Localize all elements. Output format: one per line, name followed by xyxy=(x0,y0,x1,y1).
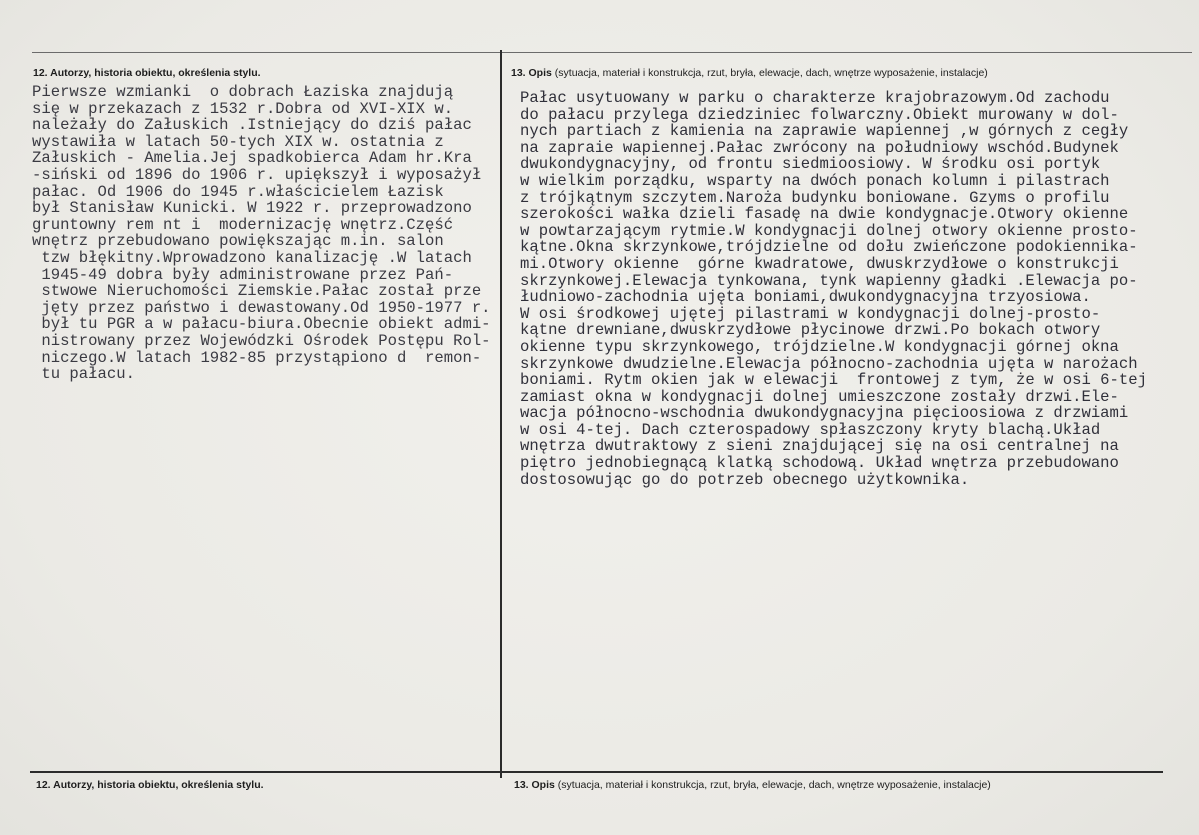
section-13-repeat-description: (sytuacja, materiał i konstrukcja, rzut, bryła, elewacje, dach, wnętrze wyposażenie, instalacje) xyxy=(554,779,991,791)
section13-line: W osi środkowej ujętej pilastrami w kondygnacji dolnej-prosto- xyxy=(520,304,1101,323)
section13-line: wacja północno-wschodnia dwukondygnacyjna pięcioosiowa z drzwiami xyxy=(520,404,1129,423)
section12-line: tu pałacu. xyxy=(32,365,135,384)
section12-line: Pierwsze wzmianki o dobrach Łaziska znajdują xyxy=(32,83,454,101)
section13-line: w wielkim porządku, wsparty na dwóch ponach kolumn i pilastrach xyxy=(520,171,1110,190)
section-13-repeat-number: 13. Opis xyxy=(514,779,555,791)
section13-line: dwukondygnacyjny, od frontu siedmioosiowy. W środku osi portyk xyxy=(520,155,1101,174)
section13-line: na zapraie wapiennej.Pałac zwrócony na południowy wschód.Budynek xyxy=(520,138,1119,157)
section12-line: stwowe Nieruchomości Ziemskie.Pałac został prze xyxy=(32,282,482,301)
section-12-text xyxy=(32,84,491,383)
section12-line: tzw błękitny.Wprowadzono kanalizację .W latach xyxy=(32,248,472,267)
section-13-text xyxy=(520,90,1147,488)
top-rule xyxy=(32,52,1192,53)
section13-line: skrzynkowej.Elewacja tynkowana, tynk wapienny gładki .Elewacja po- xyxy=(520,271,1138,290)
section-12-heading-repeat: 12. Autorzy, historia obiektu, określenia stylu. xyxy=(36,779,264,791)
section13-line: z trójkątnym szczytem.Naroża budynku boniowane. Gzyms o profilu xyxy=(520,188,1110,207)
section13-line: w osi 4-tej. Dach czterospadowy spłaszczony kryty blachą.Układ xyxy=(520,420,1101,439)
section13-line: zamiast okna w kondygnacji dolnej umieszczone zostały drzwi.Ele- xyxy=(520,387,1119,406)
section13-line: piętro jednobiegnącą klatką schodową. Układ wnętrza przebudowano xyxy=(520,454,1119,473)
section12-line: był tu PGR a w pałacu-biura.Obecnie obiekt admi- xyxy=(32,315,491,334)
section13-line: szerokości wałka dzieli fasadę na dwie kondygnacje.Otwory okienne xyxy=(520,205,1129,224)
section12-line: 1945-49 dobra były administrowane przez Pań- xyxy=(32,265,454,284)
section12-line: gruntowny rem nt i modernizację wnętrz.Część xyxy=(32,215,454,234)
section13-line: kątne drewniane,dwuskrzydłowe płycinowe drzwi.Po bokach otwory xyxy=(520,321,1101,340)
section-13-heading-number: 13. Opis xyxy=(511,67,552,79)
section13-line: wnętrza dwutraktowy z sieni znajdującej się na osi centralnej na xyxy=(520,437,1119,456)
section13-line: boniami. Rytm okien jak w elewacji frontowej z tym, że w osi 6-tej xyxy=(520,371,1147,390)
section-13-heading xyxy=(511,67,988,79)
section13-line: mi.Otwory okienne górne kwadratowe, dwuskrzydłowe o konstrukcji xyxy=(520,254,1119,273)
section-13-heading-description: (sytuacja, materiał i konstrukcja, rzut, bryła, elewacje, dach, wnętrze wyposażenie, instalacje) xyxy=(551,67,988,79)
section12-line: niczego.W latach 1982-85 przystąpiono d remon- xyxy=(32,348,482,367)
column-divider xyxy=(500,50,502,778)
section13-line: Pałac usytuowany w parku o charakterze krajobrazowym.Od zachodu xyxy=(520,89,1110,107)
section13-line: okienne typu skrzynkowego, trójdzielne.W kondygnacji górnej okna xyxy=(520,337,1119,356)
section12-line: wnętrz przebudowano powiększając m.in. salon xyxy=(32,232,444,251)
section12-line: -siński od 1896 do 1906 r. upiększył i wyposażył xyxy=(32,165,482,184)
section12-line: należały do Załuskich .Istniejący do dziś pałac xyxy=(32,116,472,135)
section13-line: nych partiach z kamienia na zaprawie wapiennej ,w górnych z cegły xyxy=(520,122,1129,141)
bottom-rule xyxy=(30,771,1163,773)
section13-line: w powtarzającym rytmie.W kondygnacji dolnej otwory okienne prosto- xyxy=(520,221,1138,240)
section12-line: się w przekazach z 1532 r.Dobra od XVI-XIX w. xyxy=(32,99,454,118)
section12-line: jęty przez państwo i dewastowany.Od 1950-1977 r. xyxy=(32,298,491,317)
section12-line: wystawiła w latach 50-tych XIX w. ostatnia z xyxy=(32,132,444,151)
section13-line: łudniowo-zachodnia ujęta boniami,dwukondygnacyjna trzyosiowa. xyxy=(520,288,1091,307)
section12-line: nistrowany przez Wojewódzki Ośrodek Postępu Rol- xyxy=(32,331,491,350)
section12-line: pałac. Od 1906 do 1945 r.właścicielem Łazisk xyxy=(32,182,444,201)
section-13-heading-repeat xyxy=(514,779,991,791)
section-12-heading: 12. Autorzy, historia obiektu, określenia stylu. xyxy=(33,67,261,79)
section13-line: dostosowując go do potrzeb obecnego użytkownika. xyxy=(520,470,970,489)
section12-line: był Stanisław Kunicki. W 1922 r. przeprowadzono xyxy=(32,199,472,218)
section13-line: do pałacu przylega dziedziniec folwarczny.Obiekt murowany w dol- xyxy=(520,105,1119,124)
section13-line: skrzynkowe dwudzielne.Elewacja północno-zachodnia ujęta w narożach xyxy=(520,354,1138,373)
section13-line: kątne.Okna skrzynkowe,trójdzielne od dołu zwieńczone podokiennika- xyxy=(520,238,1138,257)
section12-line: Załuskich - Amelia.Jej spadkobierca Adam hr.Kra xyxy=(32,149,472,168)
